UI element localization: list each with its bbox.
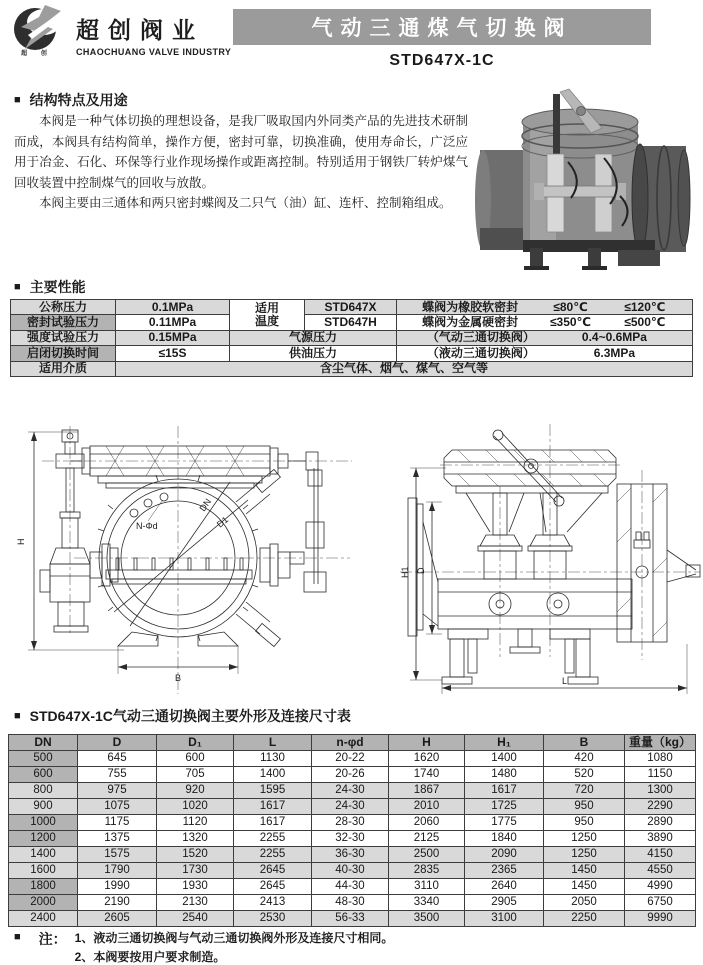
dim-cell: 24-30 bbox=[312, 799, 389, 815]
dim-cell: 2645 bbox=[234, 879, 312, 895]
dim-cell: 1300 bbox=[625, 783, 696, 799]
dim-cell: 2125 bbox=[389, 831, 465, 847]
dim-cell: 1990 bbox=[78, 879, 157, 895]
performance-row bbox=[11, 315, 693, 330]
dimension-row bbox=[9, 815, 696, 831]
dn-diameter-label: DN bbox=[197, 496, 214, 514]
dim-cell: 1775 bbox=[465, 815, 544, 831]
hard-seal-temp-2: ≤500℃ bbox=[624, 315, 666, 330]
performance-section-heading bbox=[14, 277, 86, 297]
dn-cell: 500 bbox=[9, 751, 78, 767]
dim-cell: 2250 bbox=[544, 911, 625, 927]
column-header: 重量（kg） bbox=[625, 735, 696, 751]
dimension-row bbox=[9, 863, 696, 879]
dim-cell: 2640 bbox=[465, 879, 544, 895]
column-header: L bbox=[234, 735, 312, 751]
dim-cell: 975 bbox=[78, 783, 157, 799]
dim-cell: 600 bbox=[157, 751, 234, 767]
dim-cell: 2050 bbox=[544, 895, 625, 911]
bolt-circle-label: N-Φd bbox=[136, 521, 158, 531]
company-logo bbox=[8, 4, 231, 60]
dim-cell: 20-22 bbox=[312, 751, 389, 767]
soft-seal-temp-2: ≤120℃ bbox=[624, 299, 666, 314]
dimension-row bbox=[9, 831, 696, 847]
features-title: 结构特点及用途 bbox=[29, 92, 128, 108]
air-supply-label: 气源压力 bbox=[230, 330, 397, 345]
l-dimension-label: L bbox=[562, 676, 568, 686]
column-header: H₁ bbox=[465, 735, 544, 751]
notes-marker: 注： bbox=[38, 931, 67, 947]
dim-cell: 2060 bbox=[389, 815, 465, 831]
dim-cell: 1450 bbox=[544, 863, 625, 879]
dim-cell: 1575 bbox=[78, 847, 157, 863]
dim-cell: 1450 bbox=[544, 879, 625, 895]
spec-value: 0.1MPa bbox=[116, 300, 230, 315]
dim-cell: 48-30 bbox=[312, 895, 389, 911]
soft-seal-desc: 蝶阀为橡胶软密封 bbox=[422, 299, 519, 314]
h1-dimension-label: H1 bbox=[400, 566, 410, 578]
dim-cell: 36-30 bbox=[312, 847, 389, 863]
logo-mark bbox=[8, 4, 68, 60]
dim-cell: 755 bbox=[78, 767, 157, 783]
oil-supply-desc: （液动三通切换阀） bbox=[426, 345, 535, 360]
dim-cell: 2255 bbox=[234, 847, 312, 863]
dim-cell: 1080 bbox=[625, 751, 696, 767]
valve-photo-image bbox=[468, 88, 700, 270]
model-soft-seal: STD647X bbox=[305, 300, 397, 315]
title-banner: 气动三通煤气切换阀 bbox=[233, 9, 651, 45]
dim-cell: 950 bbox=[544, 799, 625, 815]
dim-cell: 40-30 bbox=[312, 863, 389, 879]
notes-list bbox=[75, 929, 394, 965]
dim-cell: 3500 bbox=[389, 911, 465, 927]
features-paragraph-2: 本阀主要由三通体和两只密封蝶阀及二只气（油）缸、连杆、控制箱组成。 bbox=[39, 196, 452, 210]
dim-cell: 520 bbox=[544, 767, 625, 783]
dim-cell: 2190 bbox=[78, 895, 157, 911]
dim-cell: 2605 bbox=[78, 911, 157, 927]
dn-cell: 2000 bbox=[9, 895, 78, 911]
spec-label: 强度试验压力 bbox=[11, 330, 116, 345]
performance-row bbox=[11, 361, 693, 376]
dim-cell: 56-33 bbox=[312, 911, 389, 927]
dim-cell: 1595 bbox=[234, 783, 312, 799]
h-dimension-label: H bbox=[16, 538, 26, 545]
air-supply-desc: （气动三通切换阀） bbox=[426, 330, 535, 345]
dim-cell: 2530 bbox=[234, 911, 312, 927]
model-number: STD647X-1C bbox=[389, 52, 495, 69]
dn-cell: 2400 bbox=[9, 911, 78, 927]
column-header: DN bbox=[9, 735, 78, 751]
dimensions-header-row bbox=[9, 735, 696, 751]
spec-label: 启闭切换时间 bbox=[11, 346, 116, 361]
spec-value: 0.15MPa bbox=[116, 330, 230, 345]
dim-cell: 2010 bbox=[389, 799, 465, 815]
dn-cell: 1400 bbox=[9, 847, 78, 863]
dim-cell: 44-30 bbox=[312, 879, 389, 895]
dim-cell: 1617 bbox=[234, 799, 312, 815]
section-bullet: ■ bbox=[14, 94, 21, 106]
dimensions-table bbox=[8, 734, 696, 927]
note-item-1: 1、液动三通切换阀与气动三通切换阀外形及连接尺寸相同。 bbox=[74, 931, 394, 945]
dim-cell: 20-26 bbox=[312, 767, 389, 783]
temperature-label-cell bbox=[230, 300, 305, 331]
dimension-row bbox=[9, 895, 696, 911]
column-header: n-φd bbox=[312, 735, 389, 751]
dimensions-title: STD647X-1C气动三通切换阀主要外形及连接尺寸表 bbox=[29, 708, 351, 724]
dim-cell: 1250 bbox=[544, 847, 625, 863]
dim-cell: 1725 bbox=[465, 799, 544, 815]
dim-cell: 32-30 bbox=[312, 831, 389, 847]
section-bullet: ■ bbox=[14, 281, 21, 293]
dim-cell: 1175 bbox=[78, 815, 157, 831]
dim-cell: 2290 bbox=[625, 799, 696, 815]
dim-cell: 2413 bbox=[234, 895, 312, 911]
dim-cell: 1320 bbox=[157, 831, 234, 847]
dim-cell: 2090 bbox=[465, 847, 544, 863]
column-header: H bbox=[389, 735, 465, 751]
spec-label: 公称压力 bbox=[11, 300, 116, 315]
dim-cell: 3890 bbox=[625, 831, 696, 847]
dim-cell: 3340 bbox=[389, 895, 465, 911]
company-name-en: CHAOCHUANG VALVE INDUSTRY bbox=[76, 47, 232, 57]
dn-cell: 900 bbox=[9, 799, 78, 815]
dim-cell: 24-30 bbox=[312, 783, 389, 799]
b-dimension-label: B bbox=[175, 673, 182, 683]
dim-cell: 1930 bbox=[157, 879, 234, 895]
temperature-label: 适用温度 bbox=[254, 300, 279, 328]
dim-cell: 2540 bbox=[157, 911, 234, 927]
dimensions-section-heading bbox=[14, 706, 351, 726]
dim-cell: 1375 bbox=[78, 831, 157, 847]
dim-cell: 1130 bbox=[234, 751, 312, 767]
dim-cell: 6750 bbox=[625, 895, 696, 911]
dim-cell: 1400 bbox=[234, 767, 312, 783]
column-header: D₁ bbox=[157, 735, 234, 751]
valve-photo bbox=[468, 88, 700, 270]
dim-cell: 1120 bbox=[157, 815, 234, 831]
dn-cell: 1000 bbox=[9, 815, 78, 831]
dim-cell: 1617 bbox=[465, 783, 544, 799]
dim-cell: 950 bbox=[544, 815, 625, 831]
spec-label: 适用介质 bbox=[11, 361, 116, 376]
notes-block bbox=[14, 929, 393, 965]
dn-cell: 1200 bbox=[9, 831, 78, 847]
spec-label: 密封试验压力 bbox=[11, 315, 116, 330]
dim-cell: 920 bbox=[157, 783, 234, 799]
features-paragraphs bbox=[14, 111, 468, 214]
medium-value: 含尘气体、烟气、煤气、空气等 bbox=[116, 361, 693, 376]
dim-cell: 2255 bbox=[234, 831, 312, 847]
dn-cell: 800 bbox=[9, 783, 78, 799]
dim-cell: 1617 bbox=[234, 815, 312, 831]
dimension-row bbox=[9, 879, 696, 895]
dim-cell: 720 bbox=[544, 783, 625, 799]
dim-cell: 705 bbox=[157, 767, 234, 783]
dim-cell: 1790 bbox=[78, 863, 157, 879]
dim-cell: 4150 bbox=[625, 847, 696, 863]
dim-cell: 2645 bbox=[234, 863, 312, 879]
soft-seal-temps bbox=[397, 300, 693, 315]
dim-cell: 3110 bbox=[389, 879, 465, 895]
oil-supply-value-cell bbox=[397, 346, 693, 361]
dim-cell: 645 bbox=[78, 751, 157, 767]
column-header: D bbox=[78, 735, 157, 751]
dimension-row bbox=[9, 783, 696, 799]
dim-cell: 2500 bbox=[389, 847, 465, 863]
dim-cell: 1620 bbox=[389, 751, 465, 767]
performance-row bbox=[11, 330, 693, 345]
dimension-row bbox=[9, 847, 696, 863]
dim-cell: 3100 bbox=[465, 911, 544, 927]
dim-cell: 1740 bbox=[389, 767, 465, 783]
dim-cell: 1480 bbox=[465, 767, 544, 783]
oil-supply-label: 供油压力 bbox=[230, 346, 397, 361]
dim-cell: 1075 bbox=[78, 799, 157, 815]
dim-cell: 1400 bbox=[465, 751, 544, 767]
dim-cell: 1840 bbox=[465, 831, 544, 847]
dim-cell: 2130 bbox=[157, 895, 234, 911]
performance-row bbox=[11, 346, 693, 361]
dimensions-table-body bbox=[9, 751, 696, 927]
section-bullet: ■ bbox=[14, 931, 21, 943]
side-view-drawing bbox=[390, 422, 702, 705]
spec-value: ≤15S bbox=[116, 346, 230, 361]
note-item-2: 2、本阀要按用户要求制造。 bbox=[74, 950, 226, 964]
dim-cell: 1730 bbox=[157, 863, 234, 879]
dim-cell: 2905 bbox=[465, 895, 544, 911]
dim-cell: 1867 bbox=[389, 783, 465, 799]
oil-supply-value: 6.3MPa bbox=[593, 345, 636, 360]
d-dimension-label: D bbox=[416, 567, 426, 574]
air-supply-value-cell bbox=[397, 330, 693, 345]
dim-cell: 28-30 bbox=[312, 815, 389, 831]
logo-caption: 超 创 bbox=[21, 51, 53, 57]
hard-seal-temps bbox=[397, 315, 693, 330]
dim-cell: 2890 bbox=[625, 815, 696, 831]
dn-cell: 600 bbox=[9, 767, 78, 783]
features-paragraph-1: 本阀是一种气体切换的理想设备，是我厂吸取国内外同类产品的先进技术研制而成，本阀具有结构简单，操作方便，密封可靠，切换准确，使用寿命长，广泛应用于冶金、石化、环保等行业作现场操作或距离控制。特别适用于钢铁厂转炉煤气回收装置中控制煤气的回收与放散。 bbox=[14, 114, 468, 190]
dn-cell: 1800 bbox=[9, 879, 78, 895]
soft-seal-temp-1: ≤80℃ bbox=[553, 299, 588, 314]
performance-row bbox=[11, 300, 693, 315]
dim-cell: 4550 bbox=[625, 863, 696, 879]
hard-seal-desc: 蝶阀为金属硬密封 bbox=[422, 315, 519, 330]
company-name-block bbox=[76, 4, 231, 57]
dim-cell: 420 bbox=[544, 751, 625, 767]
dim-cell: 2835 bbox=[389, 863, 465, 879]
spec-value: 0.11MPa bbox=[116, 315, 230, 330]
d1-diameter-label: D1 bbox=[214, 514, 231, 530]
features-section-heading bbox=[14, 90, 128, 110]
performance-title: 主要性能 bbox=[29, 279, 86, 295]
front-view-drawing bbox=[12, 424, 358, 706]
dn-cell: 1600 bbox=[9, 863, 78, 879]
dim-cell: 1150 bbox=[625, 767, 696, 783]
dim-cell: 1020 bbox=[157, 799, 234, 815]
section-bullet: ■ bbox=[14, 710, 21, 722]
dim-cell: 1520 bbox=[157, 847, 234, 863]
air-supply-value: 0.4~0.6MPa bbox=[581, 330, 647, 345]
dim-cell: 9990 bbox=[625, 911, 696, 927]
dim-cell: 1250 bbox=[544, 831, 625, 847]
dimension-row bbox=[9, 751, 696, 767]
dimension-row bbox=[9, 911, 696, 927]
model-hard-seal: STD647H bbox=[305, 315, 397, 330]
dimension-row bbox=[9, 767, 696, 783]
hard-seal-temp-1: ≤350℃ bbox=[549, 315, 592, 330]
performance-table bbox=[10, 299, 693, 377]
company-name-cn: 超创阀业 bbox=[76, 17, 204, 43]
column-header: B bbox=[544, 735, 625, 751]
dim-cell: 2365 bbox=[465, 863, 544, 879]
dimension-row bbox=[9, 799, 696, 815]
dim-cell: 4990 bbox=[625, 879, 696, 895]
